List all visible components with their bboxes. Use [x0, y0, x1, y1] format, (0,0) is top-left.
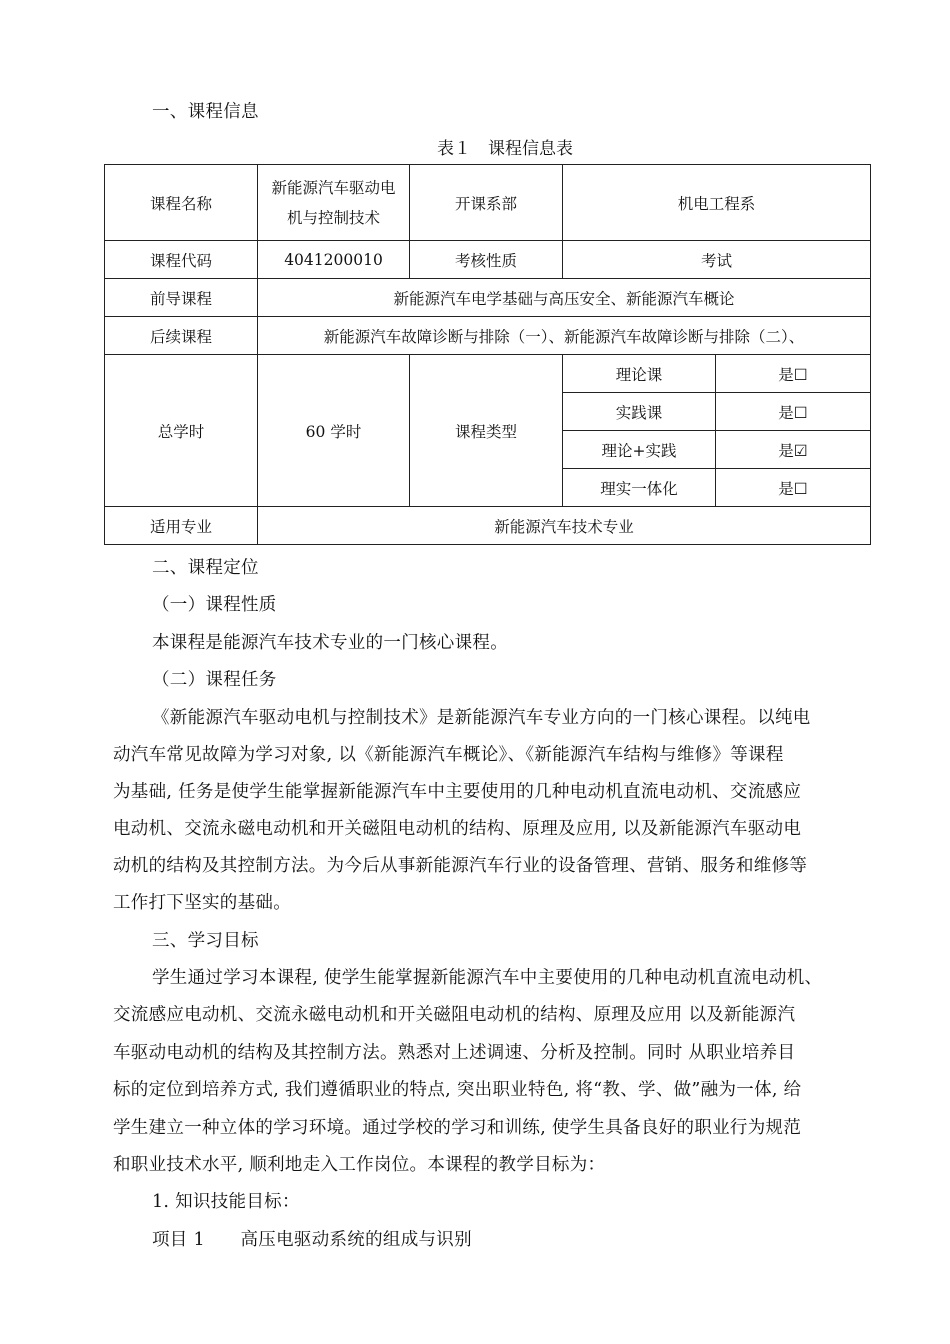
prereq-value: 新能源汽车电学基础与高压安全、新能源汽车概论: [258, 279, 871, 317]
sub1-heading: （一）课程性质: [152, 595, 277, 615]
course-name-value: [258, 165, 410, 241]
knowledge-heading: 1. 知识技能目标：: [152, 1192, 300, 1212]
type-checkbox: 是☐: [716, 469, 871, 507]
course-name-line1: 新能源汽车驱动电: [271, 178, 396, 197]
task-paragraph-line: 工作打下坚实的基础。: [113, 893, 291, 913]
task-paragraph-line: 《新能源汽车驱动电机与控制技术》是新能源汽车专业方向的一门核心课程。以纯电: [152, 708, 811, 728]
section1-heading: 一、课程信息: [152, 102, 259, 122]
task-paragraph-line: 电动机、交流永磁电动机和开关磁阻电动机的结构、原理及应用, 以及新能源汽车驱动电: [113, 819, 802, 839]
task-paragraph-line: 动汽车常见故障为学习对象, 以《新能源汽车概论》、《新能源汽车结构与维修》等课程: [113, 745, 784, 765]
type-name: 理论+实践: [563, 431, 716, 469]
project-1-heading: 项目 1 高压电驱动系统的组成与识别: [152, 1230, 472, 1250]
goal-paragraph-line: 交流感应电动机、交流永磁电动机和开关磁阻电动机的结构、原理及应用 以及新能源汽: [113, 1005, 796, 1025]
code-value: 4041200010: [258, 241, 410, 279]
hours-value: 60 学时: [258, 355, 410, 507]
goal-paragraph-line: 标的定位到培养方式, 我们遵循职业的特点, 突出职业特色, 将“教、学、做”融为一体, 给: [113, 1080, 802, 1100]
task-paragraph-line: 动机的结构及其控制方法。为今后从事新能源汽车行业的设备管理、营销、服务和维修等: [113, 856, 808, 876]
sub2-heading: （二）课程任务: [152, 670, 277, 690]
goal-paragraph-line: 学生建立一种立体的学习环境。通过学校的学习和训练, 使学生具备良好的职业行为规范: [113, 1118, 802, 1138]
follow-value: 新能源汽车故障诊断与排除（一）、新能源汽车故障诊断与排除（二）、: [258, 317, 871, 355]
type-checkbox: 是☐: [716, 355, 871, 393]
table-caption: 表１ 课程信息表: [437, 139, 573, 159]
dept-label: 开课系部: [410, 165, 563, 241]
sub1-text: 本课程是能源汽车技术专业的一门核心课程。: [152, 633, 508, 653]
type-label: 课程类型: [410, 355, 563, 507]
type-name: 理论课: [563, 355, 716, 393]
hours-label: 总学时: [105, 355, 258, 507]
major-value: 新能源汽车技术专业: [258, 507, 871, 545]
type-checkbox: 是☑: [716, 431, 871, 469]
type-name: 理实一体化: [563, 469, 716, 507]
goal-paragraph-line: 和职业技术水平, 顺利地走入工作岗位。本课程的教学目标为：: [113, 1155, 606, 1175]
dept-value: 机电工程系: [563, 165, 871, 241]
course-info-table: [104, 164, 871, 545]
follow-label: 后续课程: [105, 317, 258, 355]
course-name-label: 课程名称: [105, 165, 258, 241]
prereq-label: 前导课程: [105, 279, 258, 317]
section3-heading: 三、学习目标: [152, 931, 259, 951]
type-checkbox: 是☐: [716, 393, 871, 431]
type-name: 实践课: [563, 393, 716, 431]
course-name-line2: 机与控制技术: [286, 208, 380, 227]
major-label: 适用专业: [105, 507, 258, 545]
goal-paragraph-line: 学生通过学习本课程, 使学生能掌握新能源汽车中主要使用的几种电动机直流电动机、: [152, 968, 823, 988]
assess-label: 考核性质: [410, 241, 563, 279]
assess-value: 考试: [563, 241, 871, 279]
code-label: 课程代码: [105, 241, 258, 279]
goal-paragraph-line: 车驱动电动机的结构及其控制方法。熟悉对上述调速、分析及控制。同时 从职业培养目: [113, 1043, 796, 1063]
task-paragraph-line: 为基础, 任务是使学生能掌握新能源汽车中主要使用的几种电动机直流电动机、交流感应: [113, 782, 802, 802]
section2-heading: 二、课程定位: [152, 558, 259, 578]
